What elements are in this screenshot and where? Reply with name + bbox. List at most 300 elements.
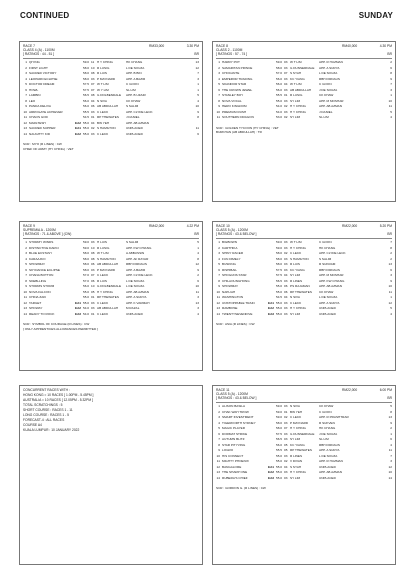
weight: 58.0 <box>83 256 90 261</box>
saddle-number: 06 <box>91 278 95 283</box>
saddle-number: 03 <box>284 475 288 480</box>
emergency-tag: EA2 <box>268 306 275 310</box>
divider <box>216 402 392 403</box>
runner-number: 2 <box>218 245 220 250</box>
jockey: H Y CHING <box>290 109 306 114</box>
jockey: AB ABDULLAH <box>97 306 119 310</box>
saddle-number: 03 <box>284 437 288 441</box>
weight: 59.0 <box>276 240 283 244</box>
weight: 55.5 <box>276 93 283 97</box>
horse-name: LAMBIN <box>29 93 41 97</box>
runner-number: 9 <box>218 284 220 288</box>
saddle-number: 03 <box>91 109 95 114</box>
horse-name: UNSTOPPABLE TRAIN <box>222 300 255 305</box>
horse-name: SHOGUNS STAR <box>222 273 247 277</box>
weight: 55.0 <box>83 295 90 299</box>
runner-number: 4 <box>25 256 27 261</box>
weight: 58.0 <box>83 267 90 272</box>
barrier: 11 <box>195 126 199 130</box>
saddle-number: 03 <box>284 300 288 305</box>
race-time: 4.30 PM <box>379 44 392 48</box>
horse-name: CHINA ZAKI <box>29 295 47 299</box>
race-rating-row <box>216 52 392 56</box>
runner-number: 12 <box>216 300 220 305</box>
horse-name: HARRY POT <box>222 60 240 64</box>
trainer: APP. M MOSHAR <box>319 273 344 277</box>
barrier: 13 <box>388 415 392 419</box>
weight: 59.0 <box>83 245 90 250</box>
concurrent-title: CONCURRENT RACES WITH : <box>23 388 70 392</box>
trainer: APP. B BIN <box>126 71 142 75</box>
horse-name: SACRED VICTORY <box>29 71 57 75</box>
horse-name: SHOWMAY <box>222 284 239 288</box>
horse-name: CHOCANTE <box>222 71 240 75</box>
trainer: M RAZAL <box>126 306 140 310</box>
scratching-note: CHIEF OF ARMY (HY CHING) : VET <box>23 146 74 151</box>
runner-number: 3 <box>218 71 220 75</box>
race-number: RACE 9 <box>23 224 35 228</box>
horse-name: SACRED SUPPER <box>29 126 56 130</box>
runner-number: 6 <box>25 87 27 92</box>
trainer: APP. AB AZMAN <box>319 104 342 108</box>
runner-number: 14 <box>23 311 27 316</box>
race-number: RACE 8 <box>216 44 228 48</box>
horse-name: MAGIC PLAYER <box>222 426 245 430</box>
horse-name: MIGHTY PHOENIX <box>222 459 249 463</box>
trainer: APP. K VARMAH <box>126 300 150 305</box>
jockey: C LECK <box>97 109 109 114</box>
horse-name: TWENTYSEVENFIVE <box>222 311 253 316</box>
runner-row <box>216 312 392 318</box>
saddle-number: 08 <box>91 71 95 75</box>
race-panel <box>212 385 396 565</box>
runner-number: 4 <box>218 76 220 81</box>
trainer: C GOON <box>319 240 332 244</box>
concurrent-panel <box>19 385 203 565</box>
race-rating: [ RATINGS : 43 & BELOW ] <box>216 232 257 236</box>
runner-number: 8 <box>25 278 27 283</box>
weight: 56.5 <box>276 278 283 283</box>
jockey: BW YEH <box>97 120 110 125</box>
saddle-number: 03 <box>91 76 95 81</box>
horse-name: NOVA VOCAL <box>222 98 242 103</box>
trainer: UNPLACED <box>319 311 336 316</box>
horse-name: DISTINCTIVE DARCI <box>29 245 59 250</box>
jockey: H LUIS <box>97 240 107 244</box>
jockey: N SIVA <box>290 404 300 408</box>
trainer: APP. AB AZMAN <box>126 289 149 294</box>
saddle-number: 04 <box>284 295 288 299</box>
jockey: RP THEWATES <box>290 289 312 294</box>
weight: 59.0 <box>276 409 283 414</box>
barrier: 13 <box>388 262 392 266</box>
trainer: C GOON <box>126 82 139 86</box>
barrier: 12 <box>195 65 199 70</box>
runner-number: 1 <box>25 60 27 64</box>
jockey: S SYAH <box>290 71 302 75</box>
runner-number: 1 <box>218 60 220 64</box>
race-class: CLASS 4 (A) - 1100M <box>23 48 55 52</box>
jockey: W T LIM <box>290 82 302 86</box>
saddle-number: 03 <box>284 256 288 261</box>
barrier: 10 <box>195 104 199 108</box>
weight: 57.5 <box>276 273 283 277</box>
horse-name: NOVA FALCON <box>29 289 51 294</box>
trainer: RBH FIRDAUS <box>319 76 340 81</box>
trainer: APP. A SURYA <box>319 448 340 452</box>
runner-number: 3 <box>25 251 27 255</box>
weight: 55.0 <box>83 120 90 125</box>
trainer: CK KHAW <box>126 98 141 103</box>
runner-number: 10 <box>23 109 27 114</box>
barrier: 7 <box>197 71 199 75</box>
runner-number: 1 <box>218 240 220 244</box>
trainer: CK KHAW <box>319 289 334 294</box>
horse-name: SHOWAY <box>29 306 43 310</box>
barrier: 13 <box>195 60 199 64</box>
trainer: L DE SOUZA <box>319 295 338 299</box>
weight: 55.0 <box>276 306 283 310</box>
saddle-number: 05 <box>284 448 288 452</box>
weight: 56.0 <box>276 82 283 86</box>
jockey: H Y CHING <box>97 60 113 64</box>
jockey: S HAMILTON <box>290 256 309 261</box>
saddle-number: 02 <box>284 415 288 419</box>
runner-number: 10 <box>216 289 220 294</box>
weight: 59.0 <box>276 404 283 408</box>
runner-number: 7 <box>218 93 220 97</box>
horse-name: KARAAJKO <box>29 256 46 261</box>
weight: 58.0 <box>276 420 283 425</box>
runner-number: 6 <box>218 87 220 92</box>
barrier: 11 <box>388 448 392 452</box>
weight: 57.0 <box>83 273 90 277</box>
jockey: BW YEH <box>290 409 303 414</box>
saddle-number: 07 <box>91 273 95 277</box>
horse-name: DOCTOR DREAM <box>29 82 55 86</box>
concurrent-line: SHORT COURSE : RACES 1 - 11 <box>23 408 73 412</box>
horse-name: CHAOS GOD <box>29 115 48 119</box>
saddle-number: 08 <box>91 251 95 255</box>
concurrent-line: KUALA LUMPUR : 10 JANUARY 2022 <box>23 428 80 432</box>
trainer: HK CHANG <box>319 426 336 430</box>
saddle-number: 07 <box>91 82 95 86</box>
jockey: N SIVA <box>97 98 107 103</box>
jockey: PS RAJAMAN <box>290 284 310 288</box>
saddle-number: 07 <box>91 87 95 92</box>
runner-number: 8 <box>25 98 27 103</box>
runner-number: 6 <box>218 267 220 272</box>
barrier: 4 <box>390 442 392 447</box>
runner-number: 5 <box>218 82 220 86</box>
saddle-number: 06 <box>284 289 288 294</box>
emergency-tag: EA2 <box>75 120 82 125</box>
trainer: SL LIM <box>319 115 329 119</box>
barrier: 7 <box>390 453 392 458</box>
jockey: C LECK <box>97 311 109 316</box>
weight: 59.0 <box>276 60 283 64</box>
jockey: V DIVAN <box>290 459 303 463</box>
runner-number: 7 <box>218 273 220 277</box>
barrier: 7 <box>390 240 392 244</box>
weight: 55.0 <box>276 98 283 103</box>
trainer: UNPLACED <box>126 131 143 136</box>
runner-number: 14 <box>216 475 220 480</box>
saddle-number: 02 <box>284 115 288 119</box>
runner-row <box>216 476 392 482</box>
jockey: SY LIM <box>290 475 301 480</box>
concurrent-line: AUSTRALIA = 10 RACES [ 12.05PM - 5.32PM ] <box>23 398 93 402</box>
runner-number: 7 <box>218 437 220 441</box>
weight: 59.0 <box>276 245 283 250</box>
saddle-number: 03 <box>284 98 288 103</box>
saddle-number: 05 <box>284 442 288 447</box>
race-class: CLASS 2 - 1100M <box>216 48 243 52</box>
jockey: R LUSIG <box>97 245 110 250</box>
barrier: 4 <box>197 251 199 255</box>
saddle-number: 01 <box>91 311 95 316</box>
jockey: KC YIANG <box>290 267 305 272</box>
runner-number: 11 <box>23 115 27 119</box>
trainer: RBH FIRDAUS <box>319 267 340 272</box>
trainer: C GOON <box>319 409 332 414</box>
race-rating-row <box>216 232 392 236</box>
weight: 54.0 <box>83 311 90 316</box>
trainer: RBH FIRDAUS <box>319 442 340 447</box>
trainer: APP. A SURYA <box>319 300 340 305</box>
barrier: 8 <box>197 115 199 119</box>
weight: 55.0 <box>276 284 283 288</box>
horse-name: RAMBOSE <box>222 306 238 310</box>
jockey: C LECK <box>97 273 109 277</box>
saddle-number: 03 <box>284 262 288 266</box>
runner-number: 5 <box>25 262 27 266</box>
jockey: C LECK <box>290 415 302 419</box>
runner-number: 11 <box>216 115 220 119</box>
jockey: R LUIS <box>97 278 107 283</box>
jockey: SY LIM <box>290 115 301 119</box>
trainer: HK CHANG <box>126 60 143 64</box>
jockey: H Y CHING <box>290 306 306 310</box>
barrier-header: BR <box>194 232 199 236</box>
barrier: 2 <box>390 251 392 255</box>
horse-name: MARLTESH <box>29 120 46 125</box>
barrier-header: BR <box>387 396 392 400</box>
jockey: H Y CHING <box>97 289 113 294</box>
jockey: R LUSIG <box>290 93 303 97</box>
trainer: UNPLACED <box>126 126 143 130</box>
saddle-number: 03 <box>91 306 95 310</box>
barrier: 8 <box>197 256 199 261</box>
scratching-note: BURKHAN (AB ABDULLAH) : TR <box>216 130 262 134</box>
horse-name: WASHINGTON <box>222 295 244 299</box>
trainer: J DE SOUZA <box>319 87 338 92</box>
barrier: 11 <box>388 104 392 108</box>
jockey: G DUNSERDALE <box>290 65 315 70</box>
barrier-header: BR <box>194 52 199 56</box>
weight: 58.0 <box>276 251 283 255</box>
horse-name: CHANA BOTTON <box>29 273 54 277</box>
runner-row <box>23 312 199 318</box>
barrier: 2 <box>197 273 199 277</box>
weight: 56.0 <box>276 442 283 447</box>
horse-name: HIS CONNECT <box>222 453 244 458</box>
saddle-number: 10 <box>91 65 95 70</box>
runner-number: 4 <box>25 76 27 81</box>
saddle-number: 06 <box>91 104 95 108</box>
barrier: 3 <box>390 87 392 92</box>
trainer: APP. AB AZMAN <box>126 120 149 125</box>
horse-name: RUBERA'S CHIEF <box>222 475 248 480</box>
race-panel <box>212 221 396 371</box>
emergency-tag: EA1 <box>268 464 275 469</box>
trainer: APP. R HUZMAN <box>319 459 343 463</box>
race-purse: RM22,000 <box>342 388 358 392</box>
race-rating: [ RATINGS : 71 & ABOVE ] (CW) <box>23 232 72 236</box>
scratching-note: SCR : GOLDEN TYCOON (HY CHING) : VET <box>216 125 279 130</box>
jockey: KC YIANG <box>290 76 305 81</box>
saddle-number: 01 <box>91 295 95 299</box>
barrier: 9 <box>197 267 199 272</box>
barrier: 1 <box>390 93 392 97</box>
barrier: 4 <box>197 311 199 316</box>
barrier: 8 <box>390 409 392 414</box>
horse-name: SAMARITAN PRINCE <box>222 65 253 70</box>
horse-name: FIRST LIGHT <box>29 65 48 70</box>
barrier: 9 <box>390 76 392 81</box>
race-panel <box>19 221 203 371</box>
barrier-header: BR <box>387 232 392 236</box>
race-class: CLASS 5 (A) - 1200M <box>216 392 248 396</box>
trainer: J DANIEL <box>319 109 333 114</box>
saddle-number: 02 <box>284 459 288 463</box>
saddle-number: 07 <box>284 71 288 75</box>
runner-number: 11 <box>23 295 27 299</box>
horse-name: SKYDANCE ECLIPSE <box>29 267 60 272</box>
trainer: J DE SOUZA <box>319 431 338 436</box>
race-number: RACE 10 <box>216 224 230 228</box>
barrier: 10 <box>388 98 392 103</box>
race-class: CLASS 5 (A) - 1200M <box>216 228 248 232</box>
barrier: 8 <box>390 71 392 75</box>
jockey: KC YIANG <box>290 442 305 447</box>
horse-name: AUTUMN BLITZ <box>222 437 245 441</box>
barrier: 4 <box>390 311 392 316</box>
trainer: APP. KW CHIANG <box>126 245 152 250</box>
jockey: R LUIS <box>290 262 300 266</box>
jockey: C LECK <box>290 300 302 305</box>
jockey: RP THEWATES <box>97 115 119 119</box>
runner-number: 5 <box>218 426 220 430</box>
race-number: RACE 11 <box>216 388 230 392</box>
jockey: G DUNSERDALE <box>290 431 315 436</box>
runner-number: 1 <box>218 404 220 408</box>
barrier: 6 <box>197 131 199 136</box>
horse-name: FUN DIMELY <box>222 256 241 261</box>
divider <box>216 238 392 239</box>
barrier: 12 <box>388 464 392 469</box>
jockey: N SIVA <box>290 295 300 299</box>
barrier: 2 <box>390 426 392 430</box>
jockey: AB ABDULLAH <box>97 104 119 108</box>
weight: 55.0 <box>276 459 283 463</box>
barrier: 5 <box>390 306 392 310</box>
weight: 55.0 <box>83 300 90 305</box>
saddle-number: 03 <box>284 404 288 408</box>
race-purse: RM40,000 <box>342 44 358 48</box>
trainer: APP. KW CHIANG <box>319 278 345 283</box>
weight: 55.0 <box>276 453 283 458</box>
saddle-number: 03 <box>284 306 288 310</box>
saddle-number: 04 <box>91 98 95 103</box>
weight: 58.0 <box>276 262 283 266</box>
horse-name: SKEBLLING <box>29 278 47 283</box>
race-purse: RM42,000 <box>149 224 165 228</box>
jockey: W T LIM <box>97 82 109 86</box>
saddle-number: 08 <box>91 93 95 97</box>
weight: 58.0 <box>83 251 90 255</box>
barrier: 6 <box>390 65 392 70</box>
runner-number: 10 <box>23 289 27 294</box>
runner-number: 13 <box>23 306 27 310</box>
runner-number: 13 <box>216 470 220 474</box>
saddle-number: 06 <box>284 284 288 288</box>
jockey: SY LIM <box>290 311 301 316</box>
barrier: 7 <box>390 82 392 86</box>
weight: 55.0 <box>83 131 90 136</box>
saddle-number: 03 <box>284 267 288 272</box>
runner-number: 9 <box>25 104 27 108</box>
jockey: SY LIM <box>290 437 301 441</box>
barrier: 10 <box>388 284 392 288</box>
jockey: SY LIM <box>290 273 301 277</box>
trainer: RBH FIRDAUS <box>126 262 147 266</box>
barrier: 9 <box>390 420 392 425</box>
trainer: APP. CLYDE LECK <box>319 251 346 255</box>
weight: 59.0 <box>83 240 90 244</box>
runner-number: 11 <box>216 459 220 463</box>
jockey: W T LIM <box>97 251 109 255</box>
jockey: H Y CHING <box>290 245 306 250</box>
horse-name: BANGALORE <box>222 464 242 469</box>
barrier: 12 <box>195 262 199 266</box>
concurrent-line: LONG COURSE : RACES 1 - 5 <box>23 413 69 417</box>
jockey: H Y CHING <box>290 426 306 430</box>
weight: 56.0 <box>83 104 90 108</box>
saddle-number: 03 <box>284 431 288 436</box>
weight: 55.5 <box>83 109 90 114</box>
trainer: APP. CLYDE LECK <box>126 109 153 114</box>
horse-name: LEO <box>29 98 36 103</box>
horse-name: HERO KINGDOM <box>222 104 247 108</box>
horse-name: SMART INVESTMENT <box>222 415 254 419</box>
weight: 55.5 <box>276 448 283 452</box>
scratching-note: SCR : MYO (R LINES) : CW <box>23 142 62 146</box>
race-panel <box>19 41 203 202</box>
jockey: W Y LIM <box>97 87 109 92</box>
barrier-header: BR <box>387 52 392 56</box>
runner-number: 8 <box>218 278 220 283</box>
barrier: 3 <box>197 306 199 310</box>
barrier: 5 <box>197 93 199 97</box>
trainer: APP. A BAZIR <box>126 76 146 81</box>
runner-number: 3 <box>25 71 27 75</box>
runner-number: 10 <box>216 453 220 458</box>
trainer: A ABBUSSIN <box>126 251 145 255</box>
race-time: 3.30 PM <box>186 44 199 48</box>
horse-name: DORMAT STRIKE <box>222 431 248 436</box>
jockey: P MAYNARD <box>290 420 309 425</box>
